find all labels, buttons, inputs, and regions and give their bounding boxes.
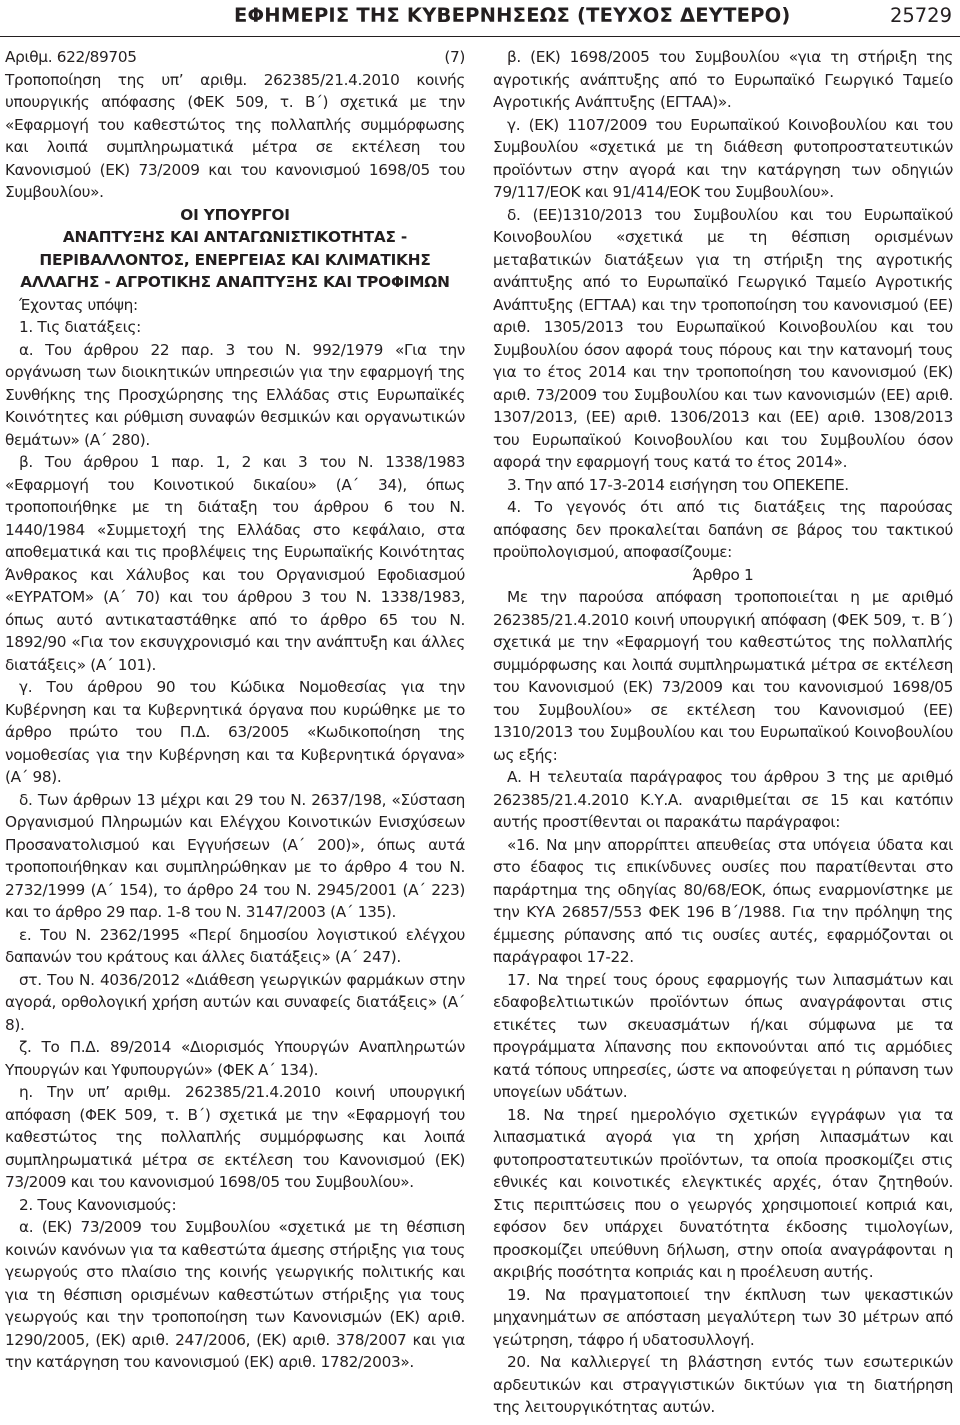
decision-mark: (7) xyxy=(444,48,465,66)
ministers-line-2: ΑΝΑΠΤΥΞΗΣ ΚΑΙ ΑΝΤΑΓΩΝΙΣΤΙΚΟΤΗΤΑΣ - xyxy=(62,228,408,246)
item-1d: δ. Των άρθρων 13 μέχρι και 29 του Ν. 2637/198, «Σύσταση Οργανισμού Πληρωμών και Ελέγχου Κοινοτικών Ενισχύσεων Προσανατολισμού και Εγγυήσεων (Α΄ 200)», όπως αυτά τροποποιήθηκαν και συμπληρώθηκαν με το άρθρο 4 του Ν. 2732/1999 (Α΄ 154), το άρθρο 24 του Ν. 2945/2001 (Α΄ 223) και το άρθρο 29 παρ. 1-8 του Ν. 3147/2003 (Α΄ 135). xyxy=(5,790,465,921)
decision-number: Αριθμ. 622/89705 xyxy=(5,48,137,66)
item-1h: η. Την υπ’ αριθμ. 262385/21.4.2010 κοινή υπουργική απόφαση (ΦΕΚ 509, τ. Β΄) σχετικά με την «Εφαρμογή του καθεστώτος της πολλαπλής συμμόρφωσης και λοιπά συμπληρωματικά μέτρα σε εκτέλεση του Κανονισμού (ΕΚ) 73/2009 και του κανονισμού 1698/05 του Συμβουλίου». xyxy=(5,1083,465,1191)
article-heading: Άρθρο 1 xyxy=(692,565,754,584)
item-1c: γ. Του άρθρου 90 του Κώδικα Νομοθεσίας για την Κυβέρνηση και τα Κυβερνητικά όργανα που κυρώθηκε με το άρθρο πρώτο του Π.Δ. 63/2005 «Κωδικοποίηση της νομοθεσίας για την Κυβέρνηση και τα Κυβερνητικά όργανα» (Α΄ 98). xyxy=(5,678,465,786)
ministers-heading: ΟΙ ΥΠΟΥΡΓΟΙ xyxy=(180,205,290,224)
item-4: 4. Το γεγονός ότι από τις διατάξεις της παρούσας απόφασης δεν προκαλείται δαπάνη σε βάρος του τακτικού προϋπολογισμού, αποφασίζουμε: xyxy=(493,498,953,561)
item-1e: ε. Του Ν. 2362/1995 «Περί δημοσίου λογιστικού ελέγχου δαπανών του κράτους και άλλες διατάξεις» (Α΄ 247). xyxy=(5,925,465,966)
item-2d: δ. (ΕΕ)1310/2013 του Συμβουλίου και του Ευρωπαϊκού Κοινοβουλίου «σχετικά με τη θέσπιση ορισμένων μεταβατικών διατάξεων για τη στήριξη της αγροτικής ανάπτυξης από το Ευρωπαϊκό Γεωργικό Ταμείο Αγροτικής Ανάπτυξης (ΕΓΤΑΑ) και την τροποποίηση του κανονισμού (ΕΕ) αριθ. 1305/2013 του Ευρωπαϊκού Κοινοβουλίου και του Συμβουλίου όσον αφορά τους πόρους και την κατανομή τους για το έτος 2014 και την τροποποίηση του κανονισμού (ΕΚ) αριθ. 73/2009 του Συμβουλίου και των κανονισμών (ΕΕ) αριθ. 1307/2013, (ΕΕ) αριθ. 1306/2013 και (ΕΕ) αριθ. 1308/2013 του Ευρωπαϊκού Κοινοβουλίου και του Συμβουλίου όσον αφορά την εφαρμογή τους κατά το έτος 2014». xyxy=(493,205,953,471)
having-regard: Έχοντας υπόψη: xyxy=(19,295,138,314)
article-paragraph-a: Α. Η τελευταία παράγραφος του άρθρου 3 της με αριθμό 262385/21.4.2010 Κ.Υ.Α. αναριθμείται σε 15 και κατόπιν αυτής προστίθενται οι παρακάτω παράγραφοι: xyxy=(493,768,953,831)
ministers-line-3: ΠΕΡΙΒΑΛΛΟΝΤΟΣ, ΕΝΕΡΓΕΙΑΣ ΚΑΙ ΚΛΙΜΑΤΙΚΗΣ xyxy=(39,250,431,269)
decision-title: Τροποποίηση της υπ’ αριθμ. 262385/21.4.2010 κοινής υπουργικής απόφασης (ΦΕΚ 509, τ. Β΄) σχετικά με την «Εφαρμογή του καθεστώτος της πολλαπλής συμμόρφωσης και λοιπά συμπληρωματικά μέτρα σε εκτέλεση του Κανονισμού (ΕΚ) 73/2009 και του κανονισμού 1698/05 του Συμβουλίου». xyxy=(5,70,465,201)
ministers-line-4: ΑΛΛΑΓΗΣ - ΑΓΡΟΤΙΚΗΣ ΑΝΑΠΤΥΞΗΣ ΚΑΙ ΤΡΟΦΙΜΩΝ xyxy=(20,273,450,291)
paragraph-19: 19. Να πραγματοποιεί την έκπλυση των ψεκαστικών μηχανημάτων σε απόσταση μεγαλύτερη των 30 μέτρων από γεώτρηση, τάφρο ή υδατοσυλλογή. xyxy=(493,1285,953,1349)
gazette-title: ΕΦΗΜΕΡΙΣ ΤΗΣ ΚΥΒΕΡΝΗΣΕΩΣ (ΤΕΥΧΟΣ ΔΕΥΤΕΡΟ) xyxy=(234,4,791,27)
paragraph-16: «16. Να μην απορρίπτει απευθείας στα υπόγεια ύδατα και στο έδαφος τις επικίνδυνες ουσίες που παρατίθενται στο παράρτημα της οδηγίας 80/68/ΕΟΚ, όπως εναρμονίστηκε με την ΚΥΑ 26857/553 ΦΕΚ 196 Β΄/1988. Για την πρόληψη της έμμεσης ρύπανσης από τις ουσίες αυτές, εφαρμόζονται οι παράγραφοι 17-22. xyxy=(493,835,953,966)
item-2b: β. (ΕΚ) 1698/2005 του Συμβουλίου «για τη στήριξη της αγροτικής ανάπτυξης από το Ευρωπαϊκό Γεωργικό Ταμείο Αγροτικής Ανάπτυξης (ΕΓΤΑΑ)». xyxy=(493,48,953,111)
decision-number-line xyxy=(5,46,465,69)
item-1st: στ. Του Ν. 4036/2012 «Διάθεση γεωργικών φαρμάκων στην αγορά, ορθολογική χρήση αυτών και συναφείς διατάξεις» (Α΄ 8). xyxy=(5,970,465,1034)
paragraph-17: 17. Να τηρεί τους όρους εφαρμογής των λιπασμάτων και εδαφοβελτιωτικών προϊόντων όπως αναγράφονται στις ετικέτες των σκευασμάτων ή/και σύμφωνα με τα προγράμματα λίπανσης που εκπονούνται από τις αρμόδιες κατά τόπους υπηρεσίες, ώστε να αποφεύγεται η ρύπανση των υπογείων υδάτων. xyxy=(493,970,953,1101)
item-1b: β. Του άρθρου 1 παρ. 1, 2 και 3 του Ν. 1338/1983 «Εφαρμογή του Κοινοτικού δικαίου» (Α΄ 34), όπως τροποποιήθηκε με τη διάταξη του άρθρου 6 του Ν. 1440/1984 «Συμμετοχή της Ελλάδας στο κεφάλαιο, στα αποθεματικά και τις προβλέψεις της Ευρωπαϊκής Κοινότητας Άνθρακος και Χάλυβος και του Οργανισμού Εφοδιασμού «ΕΥΡΑΤΟΜ» (Α΄ 70) και του άρθρου 3 του Ν. 1338/1983, όπως αυτό αντικαταστάθηκε από το άρθρο 65 του Ν. 1892/90 «Για τον εκσυγχρονισμό και την ανάπτυξη και άλλες διατάξεις» (Α΄ 101). xyxy=(5,453,465,674)
page-header xyxy=(0,0,960,37)
page-number: 25729 xyxy=(889,4,952,27)
paragraph-20: 20. Να καλλιεργεί τη βλάστηση εντός των εσωτερικών αρδευτικών και στραγγιστικών δικτύων για τη διατήρηση της λειτουργικότητας αυτών. xyxy=(493,1353,953,1416)
item-3: 3. Την από 17-3-2014 εισήγηση του ΟΠΕΚΕΠΕ. xyxy=(507,475,849,494)
item-2a: α. (ΕΚ) 73/2009 του Συμβουλίου «σχετικά με τη θέσπιση κοινών κανόνων για τα καθεστώτα άμεσης στήριξης για τους γεωργούς στο πλαίσιο της κοινής γεωργικής πολιτικής και για τη θέσπιση ορισμένων καθεστώτων στήριξης για τους γεωργούς και την τροποποίηση των Κανονισμών (ΕΚ) αριθ. 1290/2005, (ΕΚ) αριθ. 247/2006, (ΕΚ) αριθ. 378/2007 και για την κατάργηση του κανονισμού (ΕΚ) αριθ. 1782/2003». xyxy=(5,1218,465,1371)
item-2: 2. Τους Κανονισμούς: xyxy=(19,1195,177,1214)
article-paragraph: Με την παρούσα απόφαση τροποποιείται η με αριθμό 262385/21.4.2010 κοινή υπουργική απόφαση (ΦΕΚ 509, τ. Β΄) σχετικά με την «Εφαρμογή του καθεστώτος της πολλαπλής συμμόρφωσης και λοιπά συμπληρωματικά μέτρα σε εκτέλεση του Κανονισμού (ΕΚ) 73/2009 και του κανονισμού 1698/05 του Συμβουλίου» σε εκτέλεση του Κανονισμού (ΕΕ) 1310/2013 του Συμβουλίου και του Ευρωπαϊκού Κοινοβουλίου ως εξής: xyxy=(493,588,953,764)
item-2c: γ. (ΕΚ) 1107/2009 του Ευρωπαϊκού Κοινοβουλίου και του Συμβουλίου «σχετικά με τη διάθεση φυτοπροστατευτικών προϊόντων στην αγορά και την κατάργηση των οδηγιών 79/117/ΕΟΚ και 91/414/ΕΟΚ του Συμβουλίου». xyxy=(493,115,953,201)
left-column xyxy=(5,46,465,1374)
item-1: 1. Τις διατάξεις: xyxy=(19,318,141,336)
item-1a: α. Του άρθρου 22 παρ. 3 του Ν. 992/1979 «Για την οργάνωση των διοικητικών υπηρεσιών για την εφαρμογή της Συνθήκης της Προσχώρησης της Ελλάδας στις Ευρωπαϊκές Κοινότητες και ρύθμιση συναφών θεσμικών και οργανωτικών θεμάτων» (Α΄ 280). xyxy=(5,340,465,449)
right-column xyxy=(493,46,953,1419)
item-1z: ζ. Το Π.Δ. 89/2014 «Διορισμός Υπουργών Αναπληρωτών Υπουργών και Υφυπουργών» (ΦΕΚ Α΄ 134). xyxy=(5,1038,465,1079)
paragraph-18: 18. Να τηρεί ημερολόγιο σχετικών εγγράφων για τα λιπασματικά αγορά για τη χρήση λιπασμάτων και φυτοπροστατευτικών προϊόντων, τα οποία προσκομίζει στις εθνικές και κοινοτικές ελεγκτικές αρχές, όταν ζητηθούν. Στις περιπτώσεις που ο γεωργός χρησιμοποιεί κοπριά και, εφόσον δεν υπάρχει δυνατότητα έκδοσης τιμολογίων, προσκομίζει υπεύθυνη δήλωση, στην οποία αναγράφονται η ακριβής ποσότητα κοπριάς και η προέλευση αυτής. xyxy=(493,1105,953,1281)
